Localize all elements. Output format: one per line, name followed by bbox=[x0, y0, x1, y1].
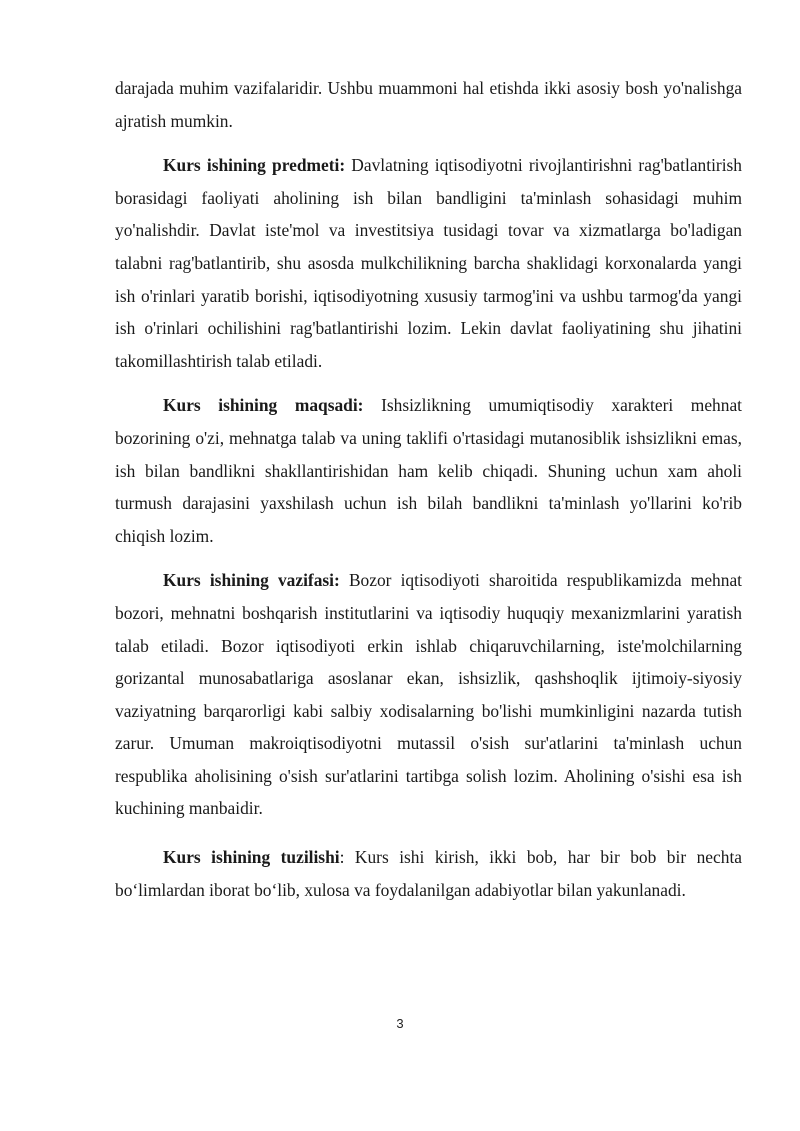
section-task bbox=[115, 564, 742, 825]
section-goal-heading: Kurs ishining maqsadi: bbox=[163, 395, 364, 416]
section-structure-text: : Kurs ishi kirish, ikki bob, har bir bob bir nechta bo‘limlardan iborat bo‘lib, xulosa va foydalanilgan adabiyotlar bilan yakunlanadi. bbox=[115, 847, 742, 900]
section-task-text: Bozor iqtisodiyoti sharoitida respublikamizda mehnat bozori, mehnatni boshqarish institutlarini va iqtisodiy huquqiy mexanizmlarini yaratish talab etiladi. Bozor iqtisodiyoti erkin ishlab chiqaruvchilarning, iste'molchilarning gorizantal munosabatlariga asoslanar ekan, ishsizlik, qashshoqlik ijtimoiy-siyosiy vaziyatning barqarorligi kabi salbiy xodisalarning bo'lishi mumkinligini nazarda tutish zarur. Umuman makroiqtisodiyotni mutassil o'sish sur'atlarini ta'minlash uchun respublika aholisining o'sish sur'atlarini tartibga solish lozim. Aholining o'sishi esa ish kuchining manbaidir. bbox=[115, 570, 742, 819]
section-structure bbox=[115, 841, 742, 906]
section-subject bbox=[115, 149, 742, 377]
intro-paragraph: darajada muhim vazifalaridir. Ushbu muammoni hal etishda ikki asosiy bosh yo'nalishga ajratish mumkin. bbox=[115, 78, 742, 131]
section-goal bbox=[115, 389, 742, 552]
section-subject-text: Davlatning iqtisodiyotni rivojlantirishni rag'batlantirish borasidagi faoliyati aholining ish bilan bandligini ta'minlash sohasidagi muhim yo'nalishdir. Davlat iste'mol va investitsiya tusidagi tovar va xizmatlarga bo'ladigan talabni rag'batlantirib, shu asosda mulkchilikning barcha shaklidagi korxonalarda yangi ish o'rinlari yaratib borishi, iqtisodiyotning xususiy tarmog'ini va ushbu tarmog'da yangi ish o'rinlari ochilishini rag'batlantirishi lozim. Lekin davlat faoliyatining shu jihatini takomillashtirish talab etiladi. bbox=[115, 155, 742, 371]
section-task-heading: Kurs ishining vazifasi: bbox=[163, 570, 340, 591]
section-goal-text: Ishsizlikning umumiqtisodiy xarakteri mehnat bozorining o'zi, mehnatga talab va uning taklifi o'rtasidagi mutanosiblik ishsizlikni emas, ish bilan bandlikni shakllantirishidan ham kelib chiqadi. Shuning uchun xam aholi turmush darajasini yaxshilash uchun ish bilah bandlikni ta'minlash yo'llarini ko'rib chiqish lozim. bbox=[115, 395, 742, 546]
document-page bbox=[115, 72, 742, 906]
page-number: 3 bbox=[396, 1016, 404, 1031]
section-structure-heading: Kurs ishining tuzilishi bbox=[163, 847, 340, 868]
section-subject-heading: Kurs ishining predmeti: bbox=[163, 155, 346, 176]
